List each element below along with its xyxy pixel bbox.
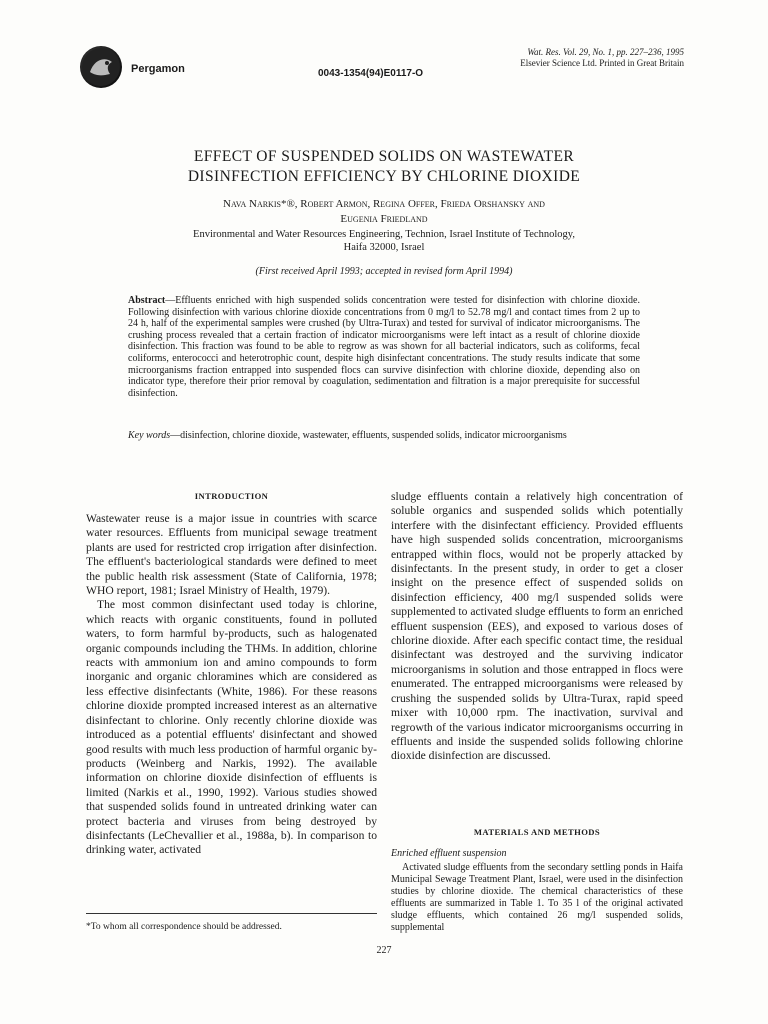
publisher-name: Pergamon — [131, 63, 185, 75]
abstract — [128, 295, 640, 399]
affiliation-line-1: Environmental and Water Resources Engineering, Technion, Israel Institute of Technology, — [193, 229, 575, 240]
title-line-1: EFFECT OF SUSPENDED SOLIDS ON WASTEWATER — [193, 148, 575, 165]
pergamon-logo-icon — [80, 46, 122, 88]
journal-citation: Wat. Res. Vol. 29, No. 1, pp. 227–236, 1995 — [527, 47, 684, 57]
abstract-text: —Effluents enriched with high suspended solids concentration were tested for disinfection with chlorine dioxide. Following disinfection with various chlorine dioxide concentrations from 0 mg/l to 52.78 mg/l and contact times from 2 up to 24 h, half of the experimental samples were crushed (by Ultra-Turax) and tested for survival of indicator microorganisms. The crushing process revealed that a certain fraction of indicator microorganisms were left intact as a result of chlorine dioxide disinfection. This fraction was found to be able to regrow as was shown for all bacterial indicators, such as coliforms, fecal coliforms, enterococci and heterotrophic count, despite high disinfectant concentrations. The study results indicate that some microorganisms fraction entrapped into suspended flocs can survive disinfection with chlorine dioxide, depending also on indicator type, therefore their prior removal by coagulation, sedimentation and filtration is a major prerequisite for successful disinfection. — [128, 295, 640, 399]
affiliation-line-2: Haifa 32000, Israel — [343, 242, 425, 253]
affiliation — [0, 228, 768, 254]
journal-info — [520, 47, 684, 69]
authors-line-1: Nava Narkis*®, Robert Armon, Regina Offer, Frieda Orshansky and — [223, 198, 545, 210]
page-number: 227 — [376, 945, 392, 956]
abstract-label: Abstract — [128, 295, 166, 306]
keywords — [128, 430, 640, 442]
journal-publisher-line: Elsevier Science Ltd. Printed in Great Britain — [520, 58, 684, 68]
footnote: *To whom all correspondence should be addressed. — [86, 922, 282, 932]
intro-paragraph-3: sludge effluents contain a relatively high concentration of soluble organics and suspended solids which potentially interfere with the disinfectant efficiency. Provided effluents have high suspended solids concentration, microorganisms entrapped within flocs, would not be properly attacked by disinfectants. In the present study, in order to get a closer insight on the presence effect of suspended solids on disinfection efficiency, 400 mg/l suspended solids were supplemented to activated sludge effluents to form an enriched effluent suspension (EES), and exposed to various doses of chlorine dioxide. After each specific contact time, the residual disinfectant was destroyed and the surviving indicator microorganisms in solution and those entrapped in flocs were enumerated. The entrapped microorganisms were released by crushing the suspended solids by Ultra-Turax, rapid speed mixer with 10,000 rpm. The inactivation, survival and regrowth of the various indicator microorganisms occurring in effluents and inside the suspended solids following chlorine dioxide disinfection are discussed. — [391, 490, 683, 763]
intro-paragraph-1: Wastewater reuse is a major issue in countries with scarce water resources. Effluents from municipal sewage treatment plants are used for restricted crop irrigation after disinfection. The effluent's bacteriological standards were defined to meet the public health risk assessment (State of California, 1978; WHO report, 1981; Israel Ministry of Health, 1979). — [86, 512, 377, 598]
doi-code: 0043-1354(94)E0117-O — [318, 68, 424, 79]
keywords-text: —disinfection, chlorine dioxide, wastewater, effluents, suspended solids, indicator microorganisms — [170, 430, 567, 441]
methods-text — [391, 862, 683, 934]
subsection-heading-enriched-effluent: Enriched effluent suspension — [391, 848, 507, 859]
pergamon-logo — [80, 46, 122, 88]
section-heading-methods: MATERIALS AND METHODS — [473, 827, 601, 837]
keywords-label: Key words — [128, 430, 171, 441]
section-heading-introduction: INTRODUCTION — [194, 491, 269, 501]
methods-paragraph-1: Activated sludge effluents from the secondary settling ponds in Haifa Municipal Sewage Treatment Plant, Israel, were used in the disinfection studies by chlorine dioxide. The chemical characteristics of these effluents are summarized in Table 1. To 35 l of the original activated sludge effluents, which contained 26 mg/l suspended solids, supplemental — [391, 862, 683, 933]
left-column — [86, 512, 377, 858]
author-list — [0, 197, 768, 227]
paper-title — [0, 147, 768, 187]
received-dates: (First received April 1993; accepted in revised form April 1994) — [255, 266, 513, 277]
footnote-divider — [86, 913, 377, 914]
intro-paragraph-2: The most common disinfectant used today is chlorine, which reacts with organic constituents, found in polluted waters, to form harmful by-products, such as halogenated organic compounds including the THMs. In addition, chlorine reacts with ammonium ion and amino compounds to form inorganic and organic chloramines which are considered as less effective disinfectants (White, 1986). For these reasons chlorine dioxide prompted increased interest as an alternative disinfectant to chlorine. Only recently chlorine dioxide was introduced as a potential effluents' disinfectant and showed good results with much less production of harmful organic by-products (Weinberg and Narkis, 1992). The available information on chlorine dioxide disinfection of effluents is limited (Narkis et al., 1990, 1992). Various studies showed that suspended solids found in untreated drinking water can protect bacteria and viruses from being destroyed by disinfectants (LeChevallier et al., 1988a, b). In comparison to drinking water, activated — [86, 598, 377, 857]
title-line-2: DISINFECTION EFFICIENCY BY CHLORINE DIOXIDE — [187, 168, 581, 185]
authors-line-2: Eugenia Friedland — [340, 213, 428, 225]
right-column — [391, 490, 683, 764]
